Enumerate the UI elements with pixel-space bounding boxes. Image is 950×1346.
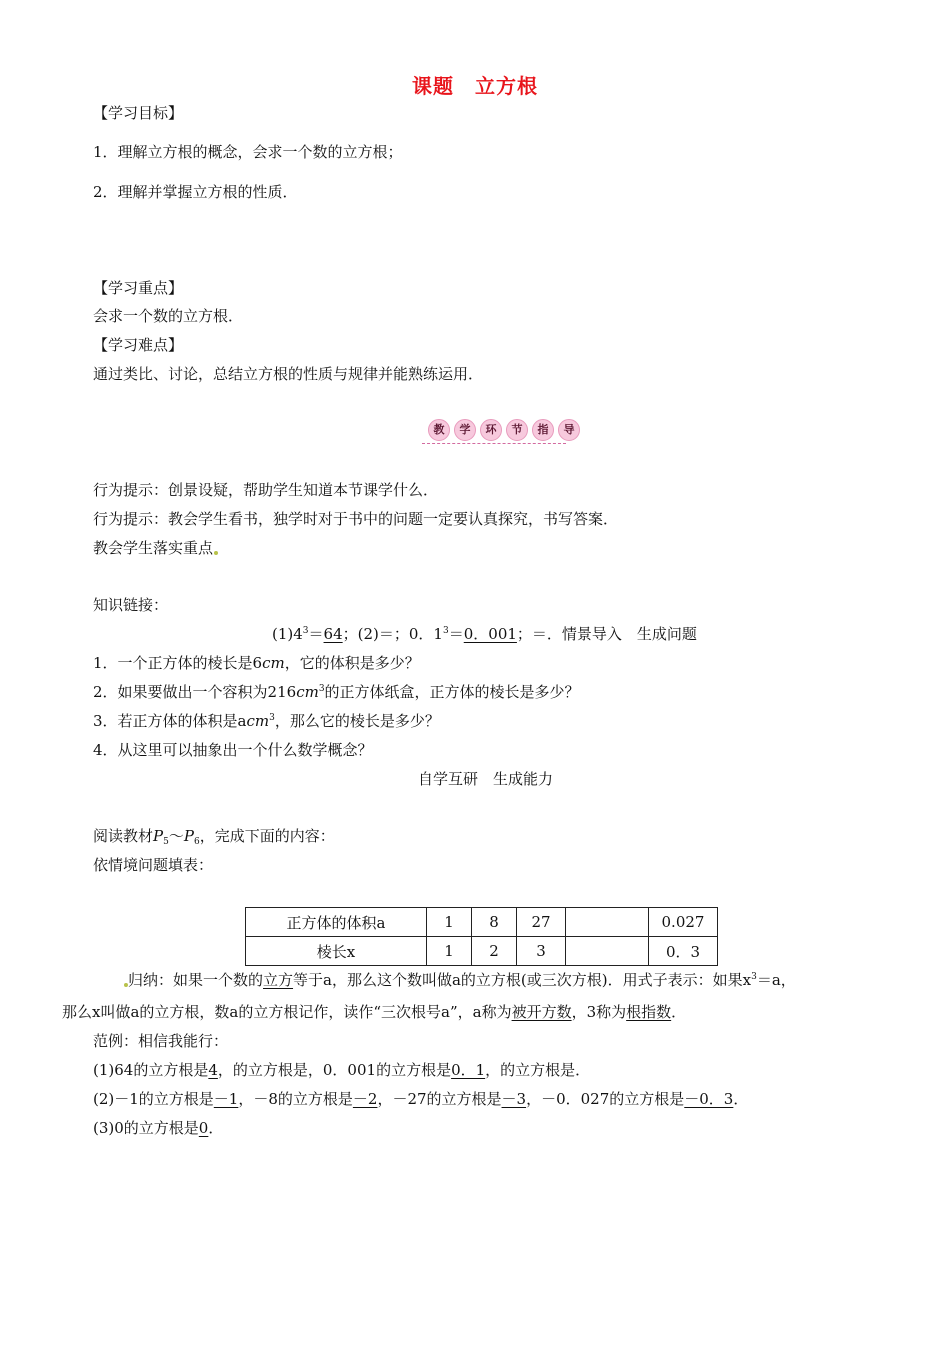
summary-line-2: [62, 1002, 686, 1022]
banner-char: 环: [480, 419, 502, 441]
mark-dot: [214, 551, 218, 555]
q-text: ，那么它的棱长是多少？: [274, 712, 440, 730]
kl-text: ＝: [448, 625, 464, 643]
hint-3-text: 教会学生落实重点: [93, 539, 214, 557]
sum-text: ，3称为: [571, 1003, 627, 1021]
hint-2: 行为提示：教会学生看书，独学时对于书中的问题一定要认真探究，书写答案．: [93, 510, 619, 528]
kl-sup: 3: [302, 626, 309, 636]
sum-sup: 3: [751, 972, 757, 982]
read-sub: 6: [193, 837, 200, 847]
kl-sup: 3: [442, 626, 449, 636]
ex-answer: －2: [352, 1090, 378, 1108]
knowledge-line: [272, 624, 697, 644]
examples-heading: 范例：相信我能行：: [93, 1032, 229, 1050]
ex-text: ，－27的立方根是: [377, 1090, 502, 1108]
sum-text: ＝a，: [756, 971, 796, 989]
ex-answer: 0: [198, 1119, 209, 1137]
read-text: ，完成下面的内容：: [199, 827, 335, 845]
ex-text: (1)64的立方根是: [93, 1061, 209, 1079]
sum-text: ．: [671, 1003, 687, 1021]
q-text: 的正方体纸盒，正方体的棱长是多少？: [324, 683, 580, 701]
sum-answer: 根指数: [626, 1003, 672, 1021]
q-unit: cm: [262, 654, 285, 672]
question-4: 4．从这里可以抽象出一个什么数学概念？: [93, 741, 373, 759]
sum-text: 归纳：如果一个数的: [128, 971, 264, 989]
banner-char: 导: [558, 419, 580, 441]
table-cell: 27: [517, 908, 566, 937]
sum-answer: 立方: [263, 971, 294, 989]
read-sub: 5: [163, 837, 169, 847]
read-page: P: [153, 827, 164, 845]
difficulties-text: 通过类比、讨论，总结立方根的性质与规律并能熟练运用．: [93, 365, 484, 383]
table-cell: [566, 937, 649, 966]
page-title: 课题 立方根: [412, 74, 538, 98]
hint-1: 行为提示：创景设疑，帮助学生知道本节课学什么．: [93, 481, 439, 499]
difficulties-heading: 【学习难点】: [93, 336, 184, 354]
cube-table: [245, 907, 718, 966]
question-1: [93, 653, 420, 673]
q-text: 3．若正方体的体积是a: [93, 712, 247, 730]
banner-char: 学: [454, 419, 476, 441]
table-cell: 2: [472, 937, 517, 966]
table-cell: 3: [517, 937, 566, 966]
hint-3: [93, 538, 218, 558]
table-cell: [566, 908, 649, 937]
ex-text: ，的立方根是．: [485, 1061, 591, 1079]
ex-answer: －1: [213, 1090, 239, 1108]
ex-answer: －0．3: [684, 1090, 734, 1108]
table-row: [246, 937, 718, 966]
table-cell: 0．3: [649, 937, 718, 966]
kl-text: ；＝．情景导入 生成问题: [516, 625, 697, 643]
ex-text: ，－8的立方根是: [238, 1090, 353, 1108]
sum-text: 等于a，那么这个数叫做a的立方根(或三次方根)．用式子表示：如果x: [293, 971, 752, 989]
q-unit: cm: [246, 712, 270, 730]
question-2: [93, 682, 580, 702]
table-row: [246, 908, 718, 937]
q-text: ，它的体积是多少？: [284, 654, 420, 672]
ex-text: (2)－1的立方根是: [93, 1090, 214, 1108]
banner-char: 节: [506, 419, 528, 441]
read-text: 阅读教材: [93, 827, 154, 845]
ex-answer: －3: [501, 1090, 527, 1108]
kl-answer: 64: [323, 625, 343, 643]
sum-answer: 被开方数: [511, 1003, 572, 1021]
ex-text: ．: [733, 1090, 749, 1108]
example-3: [93, 1118, 223, 1138]
q-text: 1．一个正方体的棱长是6: [93, 654, 263, 672]
goals-heading: 【学习目标】: [93, 104, 184, 122]
kl-text: ；(2)＝；0．1: [342, 625, 443, 643]
banner-char: 教: [428, 419, 450, 441]
ex-text: ，的立方根是，0．001的立方根是: [217, 1061, 452, 1079]
table-cell: 8: [472, 908, 517, 937]
sum-text: 那么x叫做a的立方根，数a的立方根记作，读作“三次根号a”，a称为: [62, 1003, 512, 1021]
table-cell: 1: [427, 908, 472, 937]
ex-text: ，－0．027的立方根是: [526, 1090, 685, 1108]
banner-underline: [422, 443, 566, 444]
table-cell: 0.027: [649, 908, 718, 937]
q-unit: cm: [296, 683, 319, 701]
example-2: [93, 1089, 748, 1109]
ex-text: (3)0的立方根是: [93, 1119, 199, 1137]
kl-text: ＝: [308, 625, 324, 643]
goal-item-1: 1．理解立方根的概念，会求一个数的立方根；: [93, 143, 403, 161]
table-cell: 1: [427, 937, 472, 966]
self-study-heading: 自学互研 生成能力: [418, 770, 554, 788]
example-1: [93, 1060, 590, 1080]
table-cell: 棱长x: [246, 937, 427, 966]
q-sup: 3: [269, 713, 275, 723]
key-points-heading: 【学习重点】: [93, 279, 184, 297]
fill-instruction: 依情境问题填表：: [93, 856, 214, 874]
q-sup: 3: [318, 684, 325, 694]
table-cell: 正方体的体积a: [246, 908, 427, 937]
kl-answer: 0．001: [463, 625, 517, 643]
ex-text: ．: [208, 1119, 224, 1137]
ex-answer: 4: [208, 1061, 218, 1079]
banner-char: 指: [532, 419, 554, 441]
read-instruction: [93, 826, 335, 846]
q-text: 2．如果要做出一个容积为216: [93, 683, 297, 701]
goal-item-2: 2．理解并掌握立方根的性质．: [93, 183, 298, 201]
question-3: [93, 711, 440, 731]
read-text: ～: [168, 827, 184, 845]
ex-answer: 0．1: [451, 1061, 486, 1079]
key-points-text: 会求一个数的立方根．: [93, 307, 244, 325]
summary-line-1: [123, 970, 796, 990]
kl-text: (1)4: [272, 625, 303, 643]
knowledge-heading: 知识链接：: [93, 596, 169, 614]
read-page: P: [183, 827, 194, 845]
section-banner: [422, 419, 575, 447]
